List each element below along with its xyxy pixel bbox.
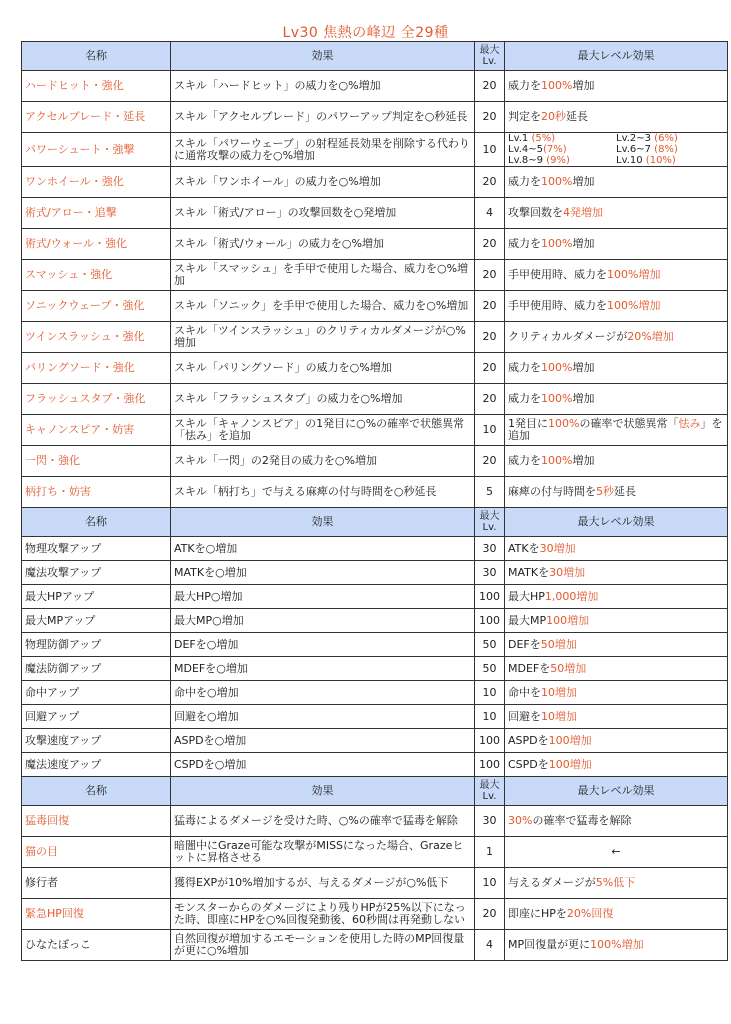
table-row [22, 102, 728, 133]
max-level-effect: 威力を100%増加 [505, 446, 728, 477]
table-row [22, 384, 728, 415]
table-row [22, 705, 728, 729]
skill-effect: スキル「パリングソード」の威力を○%増加 [171, 353, 475, 384]
max-lv: 10 [475, 133, 505, 167]
max-level-effect: 30%の確率で猛毒を解除 [505, 806, 728, 837]
skill-name: 柄打ち・妨害 [22, 477, 171, 508]
skill-name: パリングソード・強化 [22, 353, 171, 384]
max-lv: 20 [475, 71, 505, 102]
max-level-effect: 手甲使用時、威力を100%増加 [505, 291, 728, 322]
skill-effect: スキル「パワーウェーブ」の射程延長効果を削除する代わりに通常攻撃の威力を○%増加 [171, 133, 475, 167]
skill-name: 魔法攻撃アップ [22, 561, 171, 585]
max-lv: 100 [475, 609, 505, 633]
skill-effect: スキル「ハードヒット」の威力を○%増加 [171, 71, 475, 102]
skill-name: 魔法防御アップ [22, 657, 171, 681]
skill-effect: ATKを○増加 [171, 537, 475, 561]
max-level-effect: ASPDを100増加 [505, 729, 728, 753]
skill-effect: MATKを○増加 [171, 561, 475, 585]
header-max-effect: 最大レベル効果 [505, 42, 728, 71]
skill-name: 魔法速度アップ [22, 753, 171, 777]
skill-effect: 獲得EXPが10%増加するが、与えるダメージが○%低下 [171, 868, 475, 899]
skill-effect: DEFを○増加 [171, 633, 475, 657]
max-level-effect: 威力を100%増加 [505, 167, 728, 198]
skill-name: 術式/ウォール・強化 [22, 229, 171, 260]
skill-effect: スキル「術式/ウォール」の威力を○%増加 [171, 229, 475, 260]
max-lv: 20 [475, 353, 505, 384]
skill-name: 最大HPアップ [22, 585, 171, 609]
max-level-effect: ← [505, 837, 728, 868]
max-level-effect: 威力を100%増加 [505, 353, 728, 384]
table-row [22, 71, 728, 102]
max-level-effect: CSPDを100増加 [505, 753, 728, 777]
skill-effect: 回避を○増加 [171, 705, 475, 729]
skill-effect: スキル「柄打ち」で与える麻痺の付与時間を○秒延長 [171, 477, 475, 508]
skill-effect: スキル「キャノンスピア」の1発目に○%の確率で状態異常「怯み」を追加 [171, 415, 475, 446]
max-level-effect: 麻痺の付与時間を5秒延長 [505, 477, 728, 508]
max-level-effect: DEFを50増加 [505, 633, 728, 657]
max-level-effect: 回避を10増加 [505, 705, 728, 729]
header-name: 名称 [22, 777, 171, 806]
max-level-effect: 威力を100%増加 [505, 384, 728, 415]
skill-effect: スキル「ツインスラッシュ」のクリティカルダメージが○%増加 [171, 322, 475, 353]
max-lv: 20 [475, 167, 505, 198]
max-level-effect: 最大MP100増加 [505, 609, 728, 633]
table-row [22, 633, 728, 657]
max-lv: 50 [475, 657, 505, 681]
table-row [22, 729, 728, 753]
skill-effect: 最大MP○増加 [171, 609, 475, 633]
max-level-effect: MP回復量が更に100%増加 [505, 930, 728, 961]
skill-name: 緊急HP回復 [22, 899, 171, 930]
max-lv: 100 [475, 585, 505, 609]
skill-name: 命中アップ [22, 681, 171, 705]
table-row [22, 561, 728, 585]
header-row [22, 777, 728, 806]
table-row [22, 198, 728, 229]
skill-name: ツインスラッシュ・強化 [22, 322, 171, 353]
table-row [22, 537, 728, 561]
max-level-effect: Lv.1 (5%) Lv.2~3 (6%) Lv.4~5(7%) Lv.6~7 (8%) Lv.8~9 (9%) Lv.10 (10%) [505, 133, 728, 167]
skill-effect: CSPDを○増加 [171, 753, 475, 777]
max-lv: 20 [475, 384, 505, 415]
table-row [22, 167, 728, 198]
max-lv: 30 [475, 537, 505, 561]
skill-name: ソニックウェーブ・強化 [22, 291, 171, 322]
max-level-effect: 即座にHPを20%回復 [505, 899, 728, 930]
skill-name: 猛毒回復 [22, 806, 171, 837]
table-row [22, 609, 728, 633]
skill-name: 最大MPアップ [22, 609, 171, 633]
max-lv: 10 [475, 868, 505, 899]
header-max-lv: 最大 Lv. [475, 508, 505, 537]
skill-name: キャノンスピア・妨害 [22, 415, 171, 446]
max-lv: 10 [475, 705, 505, 729]
skill-effect: スキル「術式/アロー」の攻撃回数を○発増加 [171, 198, 475, 229]
skill-effect: 暗闇中にGraze可能な攻撃がMISSになった場合、Grazeヒットに昇格させる [171, 837, 475, 868]
skill-table [21, 41, 728, 961]
skill-name: 物理攻撃アップ [22, 537, 171, 561]
table-row [22, 353, 728, 384]
skill-name: ひなたぼっこ [22, 930, 171, 961]
table-row [22, 806, 728, 837]
header-max-lv: 最大 Lv. [475, 777, 505, 806]
max-level-effect: クリティカルダメージが20%増加 [505, 322, 728, 353]
header-effect: 効果 [171, 42, 475, 71]
max-lv: 30 [475, 806, 505, 837]
max-lv: 5 [475, 477, 505, 508]
skill-effect: スキル「ワンホイール」の威力を○%増加 [171, 167, 475, 198]
table-row [22, 585, 728, 609]
max-level-effect: 手甲使用時、威力を100%増加 [505, 260, 728, 291]
header-max-effect: 最大レベル効果 [505, 508, 728, 537]
max-level-effect: ATKを30増加 [505, 537, 728, 561]
max-level-effect: 攻撃回数を4発増加 [505, 198, 728, 229]
skill-name: ハードヒット・強化 [22, 71, 171, 102]
max-level-effect: 与えるダメージが5%低下 [505, 868, 728, 899]
skill-name: 術式/アロー・追撃 [22, 198, 171, 229]
header-name: 名称 [22, 508, 171, 537]
table-row [22, 930, 728, 961]
max-level-effect: MATKを30増加 [505, 561, 728, 585]
skill-name: ワンホイール・強化 [22, 167, 171, 198]
table-row [22, 837, 728, 868]
max-lv: 10 [475, 415, 505, 446]
skill-effect: 自然回復が増加するエモーションを使用した時のMP回復量が更に○%増加 [171, 930, 475, 961]
skill-effect: スキル「一閃」の2発目の威力を○%増加 [171, 446, 475, 477]
skill-name: スマッシュ・強化 [22, 260, 171, 291]
table-row [22, 899, 728, 930]
table-row [22, 260, 728, 291]
max-lv: 4 [475, 198, 505, 229]
table-row [22, 415, 728, 446]
table-row [22, 133, 728, 167]
skill-effect: スキル「アクセルブレード」のパワーアップ判定を○秒延長 [171, 102, 475, 133]
max-lv: 4 [475, 930, 505, 961]
max-lv: 20 [475, 229, 505, 260]
max-level-effect: MDEFを50増加 [505, 657, 728, 681]
skill-effect: 命中を○増加 [171, 681, 475, 705]
max-lv: 100 [475, 753, 505, 777]
table-row [22, 322, 728, 353]
skill-effect: 猛毒によるダメージを受けた時、○%の確率で猛毒を解除 [171, 806, 475, 837]
header-effect: 効果 [171, 508, 475, 537]
table-row [22, 681, 728, 705]
page-title: Lv30 焦熱の峰辺 全29種 [282, 25, 449, 41]
table-row [22, 477, 728, 508]
max-lv: 30 [475, 561, 505, 585]
skill-effect: スキル「フラッシュスタブ」の威力を○%増加 [171, 384, 475, 415]
max-lv: 20 [475, 446, 505, 477]
max-lv: 20 [475, 291, 505, 322]
table-row [22, 446, 728, 477]
table-row [22, 657, 728, 681]
skill-effect: スキル「ソニック」を手甲で使用した場合、威力を○%増加 [171, 291, 475, 322]
max-lv: 1 [475, 837, 505, 868]
header-row [22, 42, 728, 71]
max-level-effect: 命中を10増加 [505, 681, 728, 705]
max-lv: 20 [475, 322, 505, 353]
skill-name: 物理防御アップ [22, 633, 171, 657]
max-lv: 20 [475, 899, 505, 930]
max-level-effect: 最大HP1,000増加 [505, 585, 728, 609]
table-row [22, 229, 728, 260]
skill-effect: MDEFを○増加 [171, 657, 475, 681]
max-lv: 20 [475, 260, 505, 291]
max-level-effect: 判定を20秒延長 [505, 102, 728, 133]
skill-name: パワーシュート・強撃 [22, 133, 171, 167]
skill-name: 修行者 [22, 868, 171, 899]
skill-effect: 最大HP○増加 [171, 585, 475, 609]
skill-effect: ASPDを○増加 [171, 729, 475, 753]
max-lv: 20 [475, 102, 505, 133]
max-level-effect: 威力を100%増加 [505, 71, 728, 102]
skill-name: アクセルブレード・延長 [22, 102, 171, 133]
skill-name: 猫の目 [22, 837, 171, 868]
header-max-lv: 最大 Lv. [475, 42, 505, 71]
header-name: 名称 [22, 42, 171, 71]
header-max-effect: 最大レベル効果 [505, 777, 728, 806]
skill-name: 一閃・強化 [22, 446, 171, 477]
max-level-effect: 1発目に100%の確率で状態異常「怯み」を追加 [505, 415, 728, 446]
max-lv: 100 [475, 729, 505, 753]
skill-name: 回避アップ [22, 705, 171, 729]
table-row [22, 868, 728, 899]
skill-effect: モンスターからのダメージにより残りHPが25%以下になった時、即座にHPを○%回復発動後、60秒間は再発動しない [171, 899, 475, 930]
table-row [22, 291, 728, 322]
skill-effect: スキル「スマッシュ」を手甲で使用した場合、威力を○%増加 [171, 260, 475, 291]
skill-name: フラッシュスタブ・強化 [22, 384, 171, 415]
table-row [22, 753, 728, 777]
max-lv: 50 [475, 633, 505, 657]
max-lv: 10 [475, 681, 505, 705]
max-level-effect: 威力を100%増加 [505, 229, 728, 260]
skill-name: 攻撃速度アップ [22, 729, 171, 753]
header-effect: 効果 [171, 777, 475, 806]
header-row [22, 508, 728, 537]
